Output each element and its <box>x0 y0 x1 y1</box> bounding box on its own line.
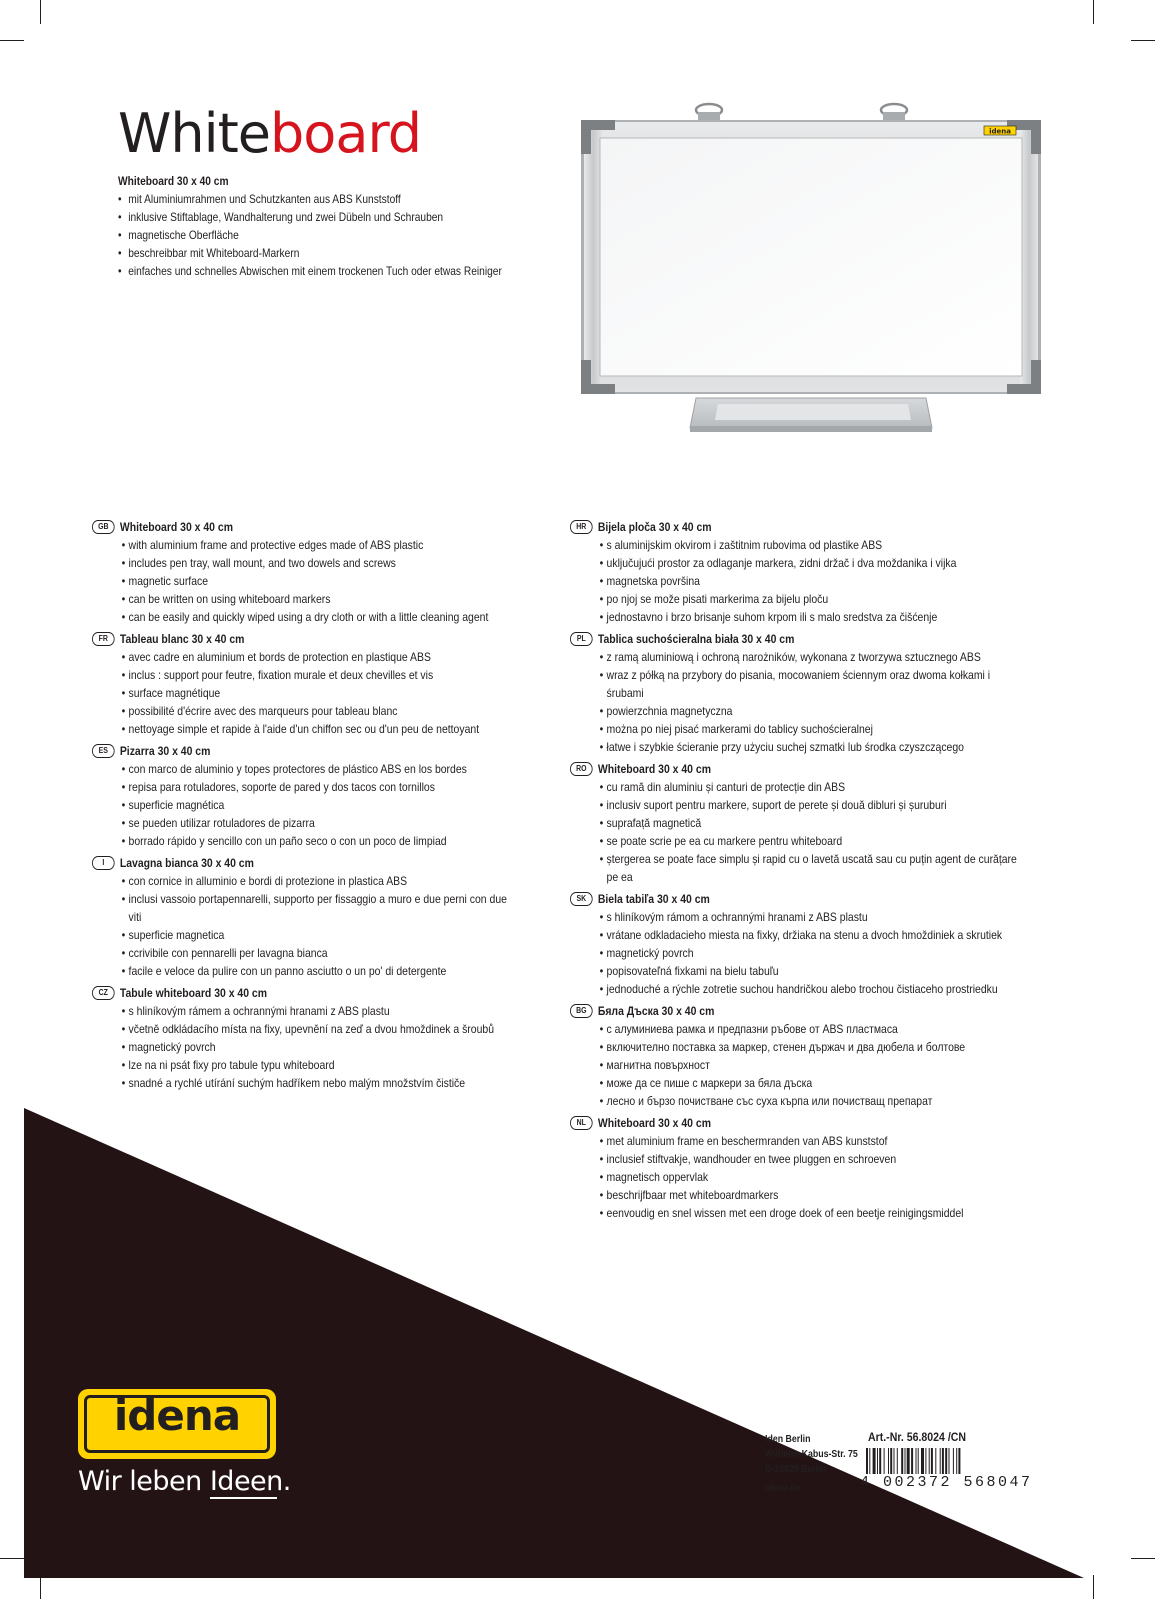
list-item: • można po niej pisać markerami do tablicy suchościeralnej <box>600 720 1023 738</box>
language-badge: FR <box>92 632 115 646</box>
list-item: • magnetisch oppervlak <box>600 1168 1023 1186</box>
german-bullet: • beschreibbar mit Whiteboard-Markern <box>118 244 577 262</box>
language-section-fr <box>92 630 518 738</box>
german-bullet: • mit Aluminiumrahmen und Schutzkanten aus ABS Kunststoff <box>118 190 577 208</box>
section-title: Lavagna bianca 30 x 40 cm <box>119 856 254 870</box>
barcode-bar <box>918 1448 919 1474</box>
barcode-bar <box>945 1448 947 1474</box>
barcode-bar <box>901 1448 903 1474</box>
left-language-column <box>92 518 582 1096</box>
list-item: • facile e veloce da pulire con un panno asciutto o un po' di detergente <box>122 962 519 980</box>
list-item: • vrátane odkladacieho miesta na fixky, držiaka na stenu a dvoch hmoždiniek a skrutiek <box>600 926 1023 944</box>
list-item: • can be easily and quickly wiped using a dry cloth or with a little cleaning agent <box>122 608 519 626</box>
crop-mark <box>1093 1575 1094 1599</box>
address-line: Iden Berlin <box>765 1434 811 1445</box>
language-badge: GB <box>92 520 115 534</box>
list-item: • inclusief stiftvakje, wandhouder en twee pluggen en schroeven <box>600 1150 1023 1168</box>
list-item: • inclusiv suport pentru markere, suport de perete și două dibluri și șuruburi <box>600 796 1023 814</box>
language-section-gb <box>92 518 518 626</box>
list-item: • can be written on using whiteboard markers <box>122 590 519 608</box>
list-item: • s hliníkovým rámom a ochrannými hranami z ABS plastu <box>600 908 1023 926</box>
barcode-bar <box>894 1448 895 1474</box>
barcode-bar <box>911 1448 913 1474</box>
barcode-bar <box>873 1448 876 1474</box>
list-item: • superficie magnética <box>122 796 519 814</box>
barcode-bar <box>905 1448 906 1474</box>
language-section-sk <box>570 890 1022 998</box>
list-item: • se poate scrie pe ea cu markere pentru whiteboard <box>600 832 1023 850</box>
list-item: • con marco de aluminio y topes protectores de plástico ABS en los bordes <box>122 760 519 778</box>
crop-mark <box>1093 0 1094 24</box>
crop-mark <box>1131 40 1155 41</box>
list-item: • met aluminium frame en beschermranden van ABS kunststof <box>600 1132 1023 1150</box>
section-title: Pizarra 30 x 40 cm <box>119 744 211 758</box>
product-brand-tag: idena <box>989 127 1011 136</box>
list-item: • včetně odkládacího místa na fixy, upevnění na zeď a dvou hmoždinek a šroubů <box>122 1020 519 1038</box>
barcode-bar <box>942 1448 944 1474</box>
language-section-es <box>92 742 518 850</box>
list-item: • avec cadre en aluminium et bords de protection en plastique ABS <box>122 648 519 666</box>
list-item: • lze na ni psát fixy pro tabule typu whiteboard <box>122 1056 519 1074</box>
logo-wordmark: idena <box>113 1391 241 1440</box>
german-bullet: • einfaches und schnelles Abwischen mit einem trockenen Tuch oder etwas Reiniger <box>118 262 577 280</box>
section-title: Tabule whiteboard 30 x 40 cm <box>119 986 268 1000</box>
section-title: Bijela ploča 30 x 40 cm <box>597 520 712 534</box>
barcode-bar <box>890 1448 892 1474</box>
list-item: • inclusi vassoio portapennarelli, supporto per fissaggio a muro e due perni con due viti <box>122 890 519 926</box>
slogan-underline <box>210 1497 277 1499</box>
barcode-bar <box>907 1448 910 1474</box>
list-item: • включително поставка за маркер, стенен държач и два дюбела и болтове <box>600 1038 1023 1056</box>
section-title: Whiteboard 30 x 40 cm <box>597 1116 711 1130</box>
language-section-pl <box>570 630 1022 756</box>
barcode-bar <box>925 1448 926 1474</box>
language-badge: I <box>92 856 115 870</box>
list-item: • se pueden utilizar rotuladores de pizarra <box>122 814 519 832</box>
page-title <box>118 104 421 164</box>
barcode-bar <box>916 1448 917 1474</box>
german-heading: Whiteboard 30 x 40 cm <box>118 174 229 188</box>
list-item: • jednostavno i brzo brisanje suhom krpom ili s malo sredstva za čišćenje <box>600 608 1023 626</box>
language-section-bg <box>570 1002 1022 1110</box>
list-item: • surface magnétique <box>122 684 519 702</box>
list-item: • s aluminijskim okvirom i zaštitnim rubovima od plastike ABS <box>600 536 1023 554</box>
language-section-ro <box>570 760 1022 886</box>
section-title: Whiteboard 30 x 40 cm <box>597 762 711 776</box>
list-item: • с алуминиева рамка и предпазни ръбове от ABS пластмаса <box>600 1020 1023 1038</box>
list-item: • jednoduché a rýchle zotretie suchou handričkou alebo trochou čistiaceho prostriedku <box>600 980 1023 998</box>
list-item: • repisa para rotuladores, soporte de pared y dos tacos con tornillos <box>122 778 519 796</box>
list-item: • лесно и бързо почистване със суха кърпа или почистващ препарат <box>600 1092 1023 1110</box>
list-item: • uključujući prostor za odlaganje markera, zidni držač i dva moždanika i vijka <box>600 554 1023 572</box>
whiteboard-product-image <box>578 98 1048 443</box>
language-badge: ES <box>92 744 115 758</box>
title-part-red: board <box>270 102 421 165</box>
company-address <box>765 1432 858 1496</box>
language-badge: BG <box>570 1004 593 1018</box>
barcode-bar <box>866 1448 868 1474</box>
crop-mark <box>1131 1558 1155 1559</box>
list-item: • beschrijfbaar met whiteboardmarkers <box>600 1186 1023 1204</box>
barcode-bar <box>929 1448 930 1474</box>
list-item: • includes pen tray, wall mount, and two dowels and screws <box>122 554 519 572</box>
section-title: Бяла Дъска 30 x 40 cm <box>597 1004 715 1018</box>
barcode-digits: 4 002372 568047 <box>860 1474 1033 1491</box>
barcode-bar <box>897 1448 898 1474</box>
language-badge: PL <box>570 632 593 646</box>
section-title: Whiteboard 30 x 40 cm <box>119 520 233 534</box>
section-title: Tableau blanc 30 x 40 cm <box>119 632 245 646</box>
barcode-bar <box>921 1448 924 1474</box>
barcode-bar <box>953 1448 954 1474</box>
article-number: Art.-Nr. 56.8024 /CN <box>868 1430 967 1444</box>
barcode-bar <box>869 1448 870 1474</box>
list-item: • ștergerea se poate face simplu și rapid cu o lavetă uscată sau cu puțin agent de curățare pe ea <box>600 850 1023 886</box>
list-item: • nettoyage simple et rapide à l'aide d'un chiffon sec ou d'un peu de nettoyant <box>122 720 519 738</box>
list-item: • con cornice in alluminio e bordi di protezione in plastica ABS <box>122 872 519 890</box>
barcode-bar <box>956 1448 957 1474</box>
list-item: • inclus : support pour feutre, fixation murale et deux chevilles et vis <box>122 666 519 684</box>
hanging-hook <box>881 104 907 122</box>
crop-mark <box>0 40 24 41</box>
address-line: Wilhelm-Kabus-Str. 75 <box>765 1449 858 1460</box>
german-description <box>118 172 577 280</box>
list-item: • snadné a rychlé utírání suchým hadříkem nebo malým množstvím čističe <box>122 1074 519 1092</box>
barcode-bar <box>877 1448 878 1474</box>
barcode-bar <box>940 1448 941 1474</box>
list-item: • магнитна повърхност <box>600 1056 1023 1074</box>
german-bullet: • magnetische Oberfläche <box>118 226 577 244</box>
crop-mark <box>40 1575 41 1599</box>
list-item: • z ramą aluminiową i ochroną narożników, wykonana z tworzywa sztucznego ABS <box>600 648 1023 666</box>
language-section-cz <box>92 984 518 1092</box>
barcode-bar <box>879 1448 881 1474</box>
list-item: • magnetic surface <box>122 572 519 590</box>
barcode-bar <box>888 1448 889 1474</box>
crop-mark <box>40 0 41 24</box>
barcode-bar <box>884 1448 885 1474</box>
list-item: • magnetický povrch <box>122 1038 519 1056</box>
hanging-hook <box>696 104 722 122</box>
barcode-bar <box>931 1448 933 1474</box>
list-item: • po njoj se može pisati markerima za bijelu ploču <box>600 590 1023 608</box>
list-item: • s hliníkovým rámem a ochrannými hranami z ABS plastu <box>122 1002 519 1020</box>
language-badge: SK <box>570 892 593 906</box>
address-line: D-10829 Berlin <box>765 1464 827 1475</box>
language-badge: CZ <box>92 986 115 1000</box>
title-part-dark: White <box>118 102 271 165</box>
list-item: • possibilité d'écrire avec des marqueurs pour tableau blanc <box>122 702 519 720</box>
list-item: • popisovateľná fixkami na bielu tabuľu <box>600 962 1023 980</box>
crop-mark <box>0 1558 24 1559</box>
list-item: • wraz z półką na przybory do pisania, mocowaniem ściennym oraz dwoma kołkami i śrubami <box>600 666 1023 702</box>
list-item: • може да се пише с маркери за бяла дъска <box>600 1074 1023 1092</box>
list-item: • superficie magnetica <box>122 926 519 944</box>
language-badge: HR <box>570 520 593 534</box>
list-item: • ccrivibile con pennarelli per lavagna bianca <box>122 944 519 962</box>
section-title: Biela tabiľa 30 x 40 cm <box>597 892 710 906</box>
list-item: • powierzchnia magnetyczna <box>600 702 1023 720</box>
language-badge: NL <box>570 1116 593 1130</box>
language-section-hr <box>570 518 1022 626</box>
barcode-bar <box>935 1448 936 1474</box>
idena-logo <box>78 1389 276 1459</box>
list-item: • eenvoudig en snel wissen met een droge doek of een beetje reinigingsmiddel <box>600 1204 1023 1222</box>
section-title: Tablica suchościeralna biała 30 x 40 cm <box>597 632 795 646</box>
decorative-black-triangle <box>24 1108 1084 1578</box>
list-item: • magnetický povrch <box>600 944 1023 962</box>
brand-slogan: Wir leben Ideen. <box>78 1466 291 1497</box>
list-item: • cu ramă din aluminiu și canturi de protecție din ABS <box>600 778 1023 796</box>
language-badge: RO <box>570 762 593 776</box>
german-bullet: • inklusive Stiftablage, Wandhalterung und zwei Dübeln und Schrauben <box>118 208 577 226</box>
barcode-bar <box>949 1448 950 1474</box>
barcode-bar <box>958 1448 960 1474</box>
list-item: • magnetska površina <box>600 572 1023 590</box>
language-section-it <box>92 854 518 980</box>
list-item: • łatwe i szybkie ścieranie przy użyciu suchej szmatki lub środka czyszczącego <box>600 738 1023 756</box>
barcode <box>864 1448 994 1474</box>
list-item: • with aluminium frame and protective edges made of ABS plastic <box>122 536 519 554</box>
website: idena.de <box>765 1483 801 1494</box>
list-item: • suprafață magnetică <box>600 814 1023 832</box>
list-item: • borrado rápido y sencillo con un paño seco o con un poco de limpiad <box>122 832 519 850</box>
